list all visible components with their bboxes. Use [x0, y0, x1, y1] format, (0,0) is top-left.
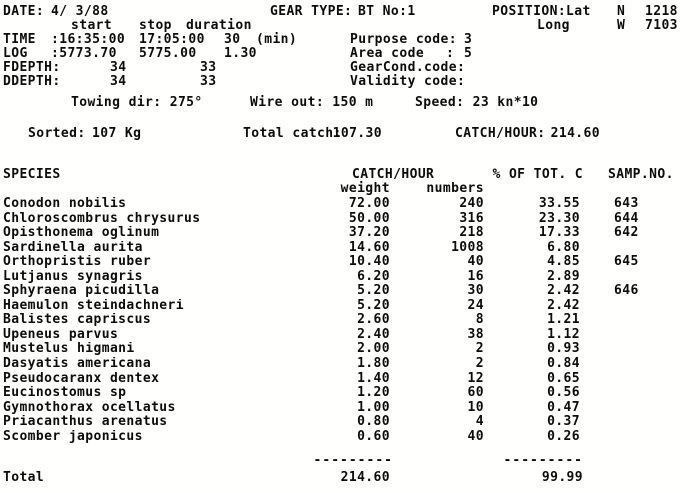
- numbers-value: 218: [459, 225, 484, 241]
- numbers-value: 24: [467, 297, 484, 313]
- time-unit: (min): [256, 32, 298, 47]
- species-name: Chloroscombrus chrysurus: [3, 211, 201, 226]
- col-duration-label: duration: [186, 18, 252, 33]
- samp-no-value: 644: [614, 210, 639, 226]
- species-name: Gymnothorax ocellatus: [3, 400, 176, 415]
- weight-value: 6.20: [357, 268, 390, 284]
- samp-no-value: [580, 415, 697, 430]
- numbers-value: 240: [459, 196, 484, 211]
- col-stop-label: stop: [139, 18, 172, 33]
- pct-value: 2.42: [547, 283, 580, 299]
- date-label: DATE:: [3, 4, 45, 19]
- pct-value: 0.84: [547, 356, 580, 372]
- pct-value: 4.85: [547, 254, 580, 270]
- weight-value: 5.20: [357, 283, 390, 299]
- species-column-header: SPECIES: [3, 167, 61, 182]
- species-row: [3, 212, 697, 227]
- species-row: [3, 357, 697, 372]
- numbers-value: 316: [459, 210, 484, 226]
- total-weight-value: 214.60: [340, 470, 390, 485]
- samp-no-value: [580, 372, 697, 387]
- date-value: 4/ 3/88: [51, 4, 109, 19]
- log-start-value: :5773.70: [51, 46, 117, 61]
- catch-hour-column-header: CATCH/HOUR: [352, 167, 435, 182]
- species-row: [3, 342, 697, 357]
- time-stop-value: 17:05:00: [139, 32, 205, 47]
- samp-no-value: [580, 270, 697, 285]
- weight-value: 37.20: [348, 225, 390, 241]
- catch-hour-label: CATCH/HOUR:: [455, 126, 546, 141]
- lat-hemisphere: N: [617, 4, 626, 19]
- species-row: [3, 401, 697, 416]
- numbers-value: 12: [467, 370, 484, 386]
- species-row: [3, 197, 697, 212]
- log-stop-value: 5775.00: [139, 46, 197, 61]
- numbers-subheader: numbers: [426, 181, 484, 196]
- species-row: [3, 328, 697, 343]
- species-row: [3, 372, 697, 387]
- weight-value: 1.40: [357, 370, 390, 386]
- lat-value: 1218: [645, 4, 678, 19]
- samp-no-value: [580, 357, 697, 372]
- weight-total-rule: ---------: [313, 453, 393, 468]
- purpose-code-label: Purpose code:: [350, 32, 457, 47]
- samp-no-value: 646: [614, 283, 639, 299]
- species-row: [3, 241, 697, 256]
- species-name: Upeneus parvus: [3, 327, 119, 342]
- long-hemisphere: W: [617, 18, 626, 33]
- pct-value: 23.30: [538, 210, 580, 226]
- fdepth-label: FDEPTH:: [3, 60, 61, 75]
- species-name: Opisthonema oglinum: [3, 226, 160, 241]
- pct-total-rule: ---------: [503, 453, 583, 468]
- samp-no-value: [580, 241, 697, 256]
- numbers-value: 60: [467, 385, 484, 401]
- weight-value: 50.00: [348, 210, 390, 226]
- species-row: [3, 299, 697, 314]
- log-label: LOG: [3, 46, 28, 61]
- species-name: Dasyatis americana: [3, 357, 152, 372]
- numbers-value: 40: [467, 428, 484, 444]
- pct-value: 0.65: [547, 370, 580, 386]
- species-name: Mustelus higmani: [3, 342, 135, 357]
- species-name: Eucinostomus sp: [3, 386, 127, 401]
- species-name: Haemulon steindachneri: [3, 298, 184, 313]
- weight-value: 14.60: [348, 239, 390, 255]
- sorted-label: Sorted:: [28, 126, 86, 141]
- samp-no-value: [580, 342, 697, 357]
- wire-out-value: Wire out: 150 m: [250, 95, 374, 110]
- weight-value: 2.60: [357, 312, 390, 328]
- samp-no-value: [580, 401, 697, 416]
- purpose-code-value: 3: [464, 32, 473, 47]
- ddepth-label: DDEPTH:: [3, 74, 61, 89]
- pct-of-tot-column-header: % OF TOT. C: [492, 167, 583, 182]
- towing-dir-value: Towing dir: 275°: [71, 95, 203, 110]
- samp-no-value: [580, 299, 697, 314]
- pct-value: 17.33: [538, 225, 580, 241]
- numbers-value: 2: [475, 341, 484, 357]
- col-start-label: start: [71, 18, 113, 33]
- species-row: [3, 284, 697, 299]
- numbers-value: 4: [475, 414, 484, 430]
- pct-value: 1.12: [547, 326, 580, 342]
- sorted-value: 107 Kg: [92, 126, 142, 141]
- samp-no-value: [580, 430, 697, 445]
- pct-value: 0.37: [547, 414, 580, 430]
- species-name: Priacanthus arenatus: [3, 415, 168, 430]
- weight-value: 2.00: [357, 341, 390, 357]
- species-name: Lutjanus synagris: [3, 269, 143, 284]
- area-code-colon: :: [446, 46, 455, 61]
- area-code-label: Area code: [350, 46, 425, 61]
- numbers-value: 40: [467, 254, 484, 270]
- gear-type-value: BT No:1: [358, 4, 416, 19]
- species-row: [3, 255, 697, 270]
- pct-value: 0.26: [547, 428, 580, 444]
- weight-value: 10.40: [348, 254, 390, 270]
- time-start-value: :16:35:00: [51, 32, 126, 47]
- species-name: Orthopristis ruber: [3, 255, 152, 270]
- numbers-value: 8: [475, 312, 484, 328]
- weight-value: 5.20: [357, 297, 390, 313]
- total-catch-label: Total catch:: [243, 126, 342, 141]
- species-table: [3, 197, 697, 444]
- numbers-value: 16: [467, 268, 484, 284]
- total-label: Total: [3, 470, 45, 485]
- validity-code-label: Validity code:: [350, 74, 466, 89]
- weight-value: 0.60: [357, 428, 390, 444]
- samp-no-value: 642: [614, 225, 639, 241]
- samp-no-value: 643: [614, 196, 639, 211]
- samp-no-column-header: SAMP.NO.: [608, 167, 674, 182]
- fdepth-stop-value: 33: [200, 60, 217, 75]
- speed-value: Speed: 23 kn*10: [415, 95, 539, 110]
- samp-no-value: [580, 386, 697, 401]
- numbers-value: 38: [467, 326, 484, 342]
- log-duration-value: 1.30: [224, 46, 257, 61]
- pct-value: 0.47: [547, 399, 580, 415]
- gear-type-label: GEAR TYPE:: [270, 4, 353, 19]
- total-catch-value: 107.30: [332, 126, 382, 141]
- species-name: Conodon nobilis: [3, 197, 127, 211]
- ddepth-stop-value: 33: [200, 74, 217, 89]
- numbers-value: 10: [467, 399, 484, 415]
- numbers-value: 30: [467, 283, 484, 299]
- total-pct-value: 99.99: [541, 470, 583, 485]
- weight-value: 0.80: [357, 414, 390, 430]
- samp-no-value: [580, 328, 697, 343]
- species-name: Balistes capriscus: [3, 313, 152, 328]
- gearcond-code-label: GearCond.code:: [350, 60, 466, 75]
- species-row: [3, 226, 697, 241]
- species-row: [3, 430, 697, 445]
- weight-subheader: weight: [340, 181, 390, 196]
- pct-value: 1.21: [547, 312, 580, 328]
- pct-value: 0.56: [547, 385, 580, 401]
- samp-no-value: [580, 313, 697, 328]
- pct-value: 6.80: [547, 239, 580, 255]
- species-row: [3, 415, 697, 430]
- pct-value: 0.93: [547, 341, 580, 357]
- pct-value: 2.42: [547, 297, 580, 313]
- samp-no-value: 645: [614, 254, 639, 270]
- species-name: Scomber japonicus: [3, 429, 143, 444]
- weight-value: 72.00: [348, 196, 390, 211]
- pct-value: 33.55: [538, 196, 580, 211]
- weight-value: 2.40: [357, 326, 390, 342]
- weight-value: 1.20: [357, 385, 390, 401]
- long-label: Long: [537, 18, 570, 33]
- species-row: [3, 313, 697, 328]
- position-lat-label: POSITION:Lat: [492, 4, 591, 19]
- species-name: Sphyraena picudilla: [3, 284, 160, 299]
- fdepth-start-value: 34: [110, 60, 127, 75]
- numbers-value: 1008: [451, 239, 484, 255]
- pct-value: 2.89: [547, 268, 580, 284]
- species-row: [3, 386, 697, 401]
- species-name: Pseudocaranx dentex: [3, 371, 160, 386]
- time-label: TIME: [3, 32, 36, 47]
- long-value: 7103: [645, 18, 678, 33]
- catch-hour-value: 214.60: [550, 126, 600, 141]
- time-duration-value: 30: [224, 32, 241, 47]
- area-code-value: 5: [464, 46, 473, 61]
- weight-value: 1.00: [357, 399, 390, 415]
- species-name: Sardinella aurita: [3, 240, 143, 255]
- numbers-value: 2: [475, 356, 484, 372]
- species-row: [3, 270, 697, 285]
- weight-value: 1.80: [357, 356, 390, 372]
- ddepth-start-value: 34: [110, 74, 127, 89]
